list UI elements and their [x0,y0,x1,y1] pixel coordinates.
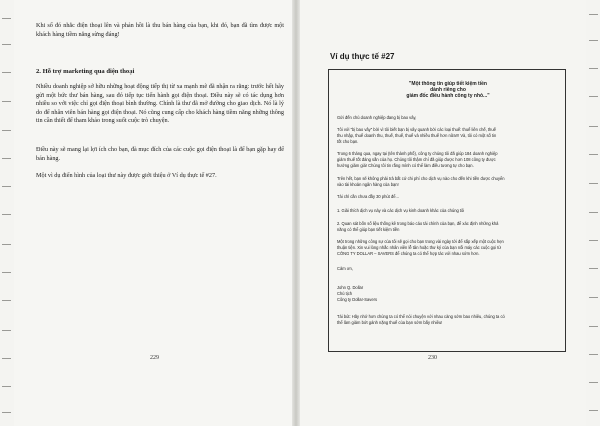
letter-line: vào tài khoản ngân hàng của bạn! [337,182,399,187]
body-paragraph-2: Điều này sẽ mang lại lợi ích cho bạn, đà mục đích của các cuộc gọi điện thoại là để bạn gặp hay để bán hàng. [36,146,284,162]
letter-postscript: Tái bút: Hãy nhớ hơn chúng ta có thể nói chuyện với nhau càng sớm bao nhiêu, chúng ta có [337,314,505,319]
page-number-left: 229 [150,355,159,361]
letter-line: Tôi với "bị bao vây" bởi vì tôi biết bạn bị vây quanh bởi các loại thuế: thuế liên chế, thuế [337,127,496,132]
letter-greeting: Gửi đến chủ doanh nghiệp đang bị bao vây, [337,115,417,120]
left-page [14,0,292,426]
right-page [300,0,586,426]
letter-line: tốt cho bạn. [337,139,359,144]
signature-name: John Q. Dollar [337,285,364,290]
book-gutter [292,0,300,426]
signature-company: Công ty Dollar-Savers [337,297,378,302]
intro-paragraph: Khi số đó nhắc điện thoại lên và phản hồi là thu bán hàng của bạn, khi đó, bạn đã tìm được một khách hàng tiềm năng sừng đáng! [36,22,284,38]
signature-title: Chủ tịch [337,291,353,296]
body-paragraph-1: Nhiều doanh nghiệp sở hữu những hoạt động tiếp thị từ xa mạnh mẽ đã nhận ra rằng: trước hết hãy gửi một bức thư bán hàng, sau đó tiếp tục tiến hành gọi điện thoại. Điều này sẽ có tác dụng hơn nhiều so với việc chỉ gọi điện thoại bình thường. Chính là thư đã mở đường cho giao dịch. Nó là lý do để nhân viên bán hàng gọi điện thoại. Nó cũng cung cấp cho khách hàng tiềm năng những thông tin cần thiết để tham khảo trong suốt cuộc trò chuyện. [36,83,284,125]
letter-list-item: năng có thể giúp bạn tiết kiệm tiền [337,227,400,232]
letter-line: thuận tiện. Xin vui lòng nhắc nhân viên lễ tân hoặc thư ký của bạn nối máy các cuộc gọi từ [337,245,502,250]
section-heading: 2. Hỗ trợ marketing qua điện thoại [36,68,135,75]
body-paragraph-3: Một vì dụ điển hình của loại thư này được giới thiệu ở Ví dụ thực tế #27. [36,172,217,179]
letter-line: Trên hết, bạn sẽ không phải trả bất cứ chi phí cho dịch vụ nào cho đến khi tiền được chuyển [337,176,505,181]
example-title: Ví dụ thực tế #27 [330,52,395,61]
letter-line: Tài chỉ cần chưa đầy 30 phút để... [337,194,399,199]
letter-headline: "Một thông tin giúp tiết kiệm tiền dành riêng cho giám đốc điều hành công ty nhỏ..." [406,81,490,100]
letter-line: Một trong những công sự của tôi sẽ gọi cho bạn trong vài ngày tới để sắp xếp một cuộc hẹn [337,239,504,244]
letter-line: giảm thuế tốt đáng sắn của họ. Chúng tôi thậm chí đã giúp được hơn 108 công ty được [337,157,496,162]
letter-list-item: 2. Quan sát bốn số liệu thống kê trong báo cáo tài chính của bạn, để xác định những khả [337,221,499,226]
letter-list-item: 1. Giải thích dịch vụ này và các dịch vụ kinh doanh khác của chúng tôi [337,208,465,213]
right-margin-marks [586,0,600,426]
letter-line: thu nhập, thuế doanh thu, thuế, thuế, thuế và nhiều thuế hơn nữa!!! Và, tôi có một số tin [337,133,497,138]
letter-line: Trong 6 tháng qua, ngay tại (tên thành phố), công ty chúng tôi đã giúp 184 doanh nghiệp [337,151,498,156]
page-number-right: 230 [428,355,437,361]
letter-postscript: thể làm giảm bớt gánh nặng thuế của bạn sớm bấy nhiêu! [337,320,443,325]
sales-letter-box [328,69,566,352]
letter-closing: Cảm ơn, [337,266,353,271]
left-margin-marks [0,0,14,426]
letter-line: hưởng giảm giá! Chúng tôi tin rằng mình có thể làm điều tương tự cho bạn. [337,163,474,168]
letter-line: CÔNG TY DOLLAR – SAVERS để chúng ta có thể hợp tác với nhau sớm hơn. [337,251,480,256]
